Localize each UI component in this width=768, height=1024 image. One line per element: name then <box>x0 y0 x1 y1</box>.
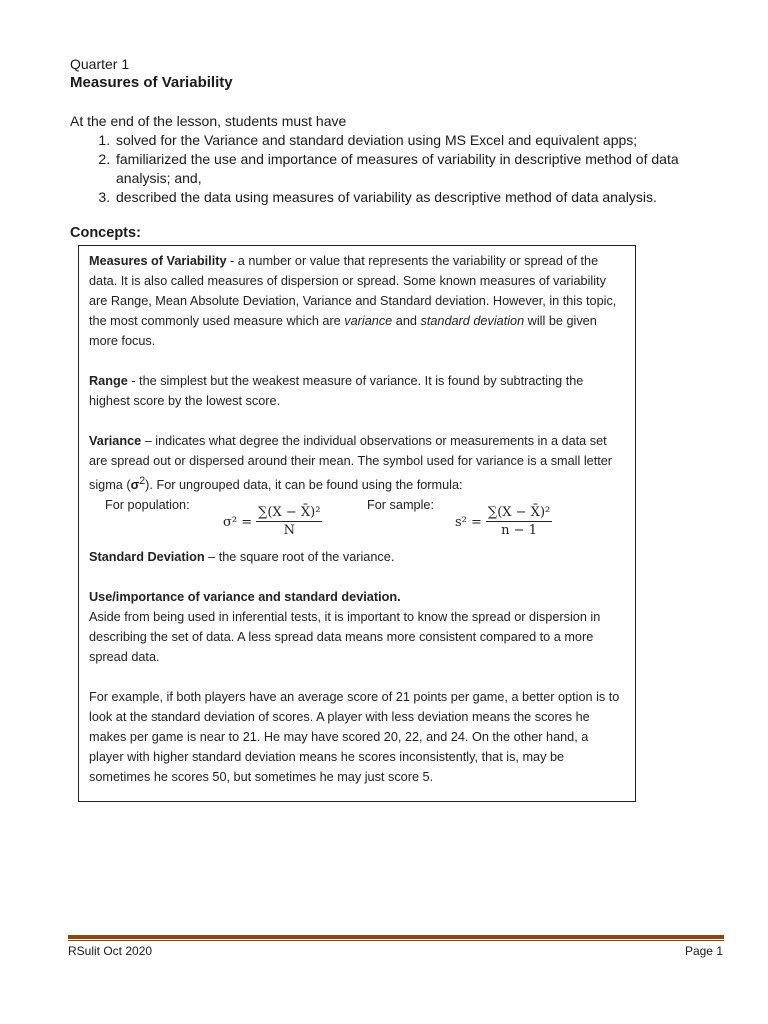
variability-definition <box>89 251 625 351</box>
footer-rule-thin <box>68 940 724 941</box>
variance-formulas <box>89 495 625 539</box>
population-denominator: N <box>283 523 295 539</box>
sample-label: For sample: <box>367 498 434 513</box>
sample-numerator: ∑(X − X̄)² <box>487 505 551 521</box>
footer-author: RSulit Oct 2020 <box>68 944 153 958</box>
variance-emphasis: variance <box>344 314 393 328</box>
sample-formula <box>455 505 552 540</box>
population-numerator: ∑(X − X̄)² <box>258 505 321 521</box>
objectives-section <box>70 112 720 207</box>
std-dev-term: Standard Deviation <box>89 550 205 565</box>
population-lhs: σ² = <box>223 514 253 530</box>
variability-text-and: and <box>392 314 421 328</box>
variability-text: - a number or value that represents the variability or spread of the data. It is also called measures of dispersion or spread. Some known measures of variability are Range, Mean Absolute Deviation, Variance and Standard deviation. However, in this topic, the most commonly used measure which are <box>89 254 617 328</box>
objectives-list <box>70 131 720 207</box>
std-dev-definition <box>89 547 625 567</box>
concepts-heading: Concepts: <box>70 225 141 241</box>
page-header <box>70 55 710 93</box>
population-label: For population: <box>105 498 190 513</box>
objective-item: 1. solved for the Variance and standard deviation using MS Excel and equivalent apps; <box>114 131 720 150</box>
variance-text: – indicates what degree the individual observations or measurements in a data set are spread out or dispersed around their mean. The symbol used for variance is a small letter sigma ( <box>89 434 613 493</box>
sigma-exponent: 2 <box>139 475 146 487</box>
sample-lhs: s² = <box>455 514 482 530</box>
std-dev-text: – the square root of the variance. <box>204 550 395 565</box>
page-number: Page 1 <box>684 944 723 958</box>
range-term: Range <box>89 374 128 388</box>
sample-denominator: n − 1 <box>501 523 537 539</box>
variance-text-end: ). For ungrouped data, it can be found using the formula: <box>145 478 463 493</box>
variability-text-end: will be given more focus. <box>89 314 597 348</box>
objective-item: 3. described the data using measures of variability as descriptive method of data analysis. <box>114 188 720 207</box>
variability-term: Measures of Variability <box>89 254 227 268</box>
importance-paragraph-1: Aside from being used in inferential tests, it is important to know the spread or dispersion in describing the set of data. A less spread data means more consistent compared to a more spread data. <box>89 610 601 665</box>
variance-definition <box>89 431 625 495</box>
importance-heading: Use/importance of variance and standard deviation. <box>89 590 401 605</box>
concepts-box <box>78 245 636 802</box>
population-formula <box>223 505 322 540</box>
importance-paragraph-2: For example, if both players have an average score of 21 points per game, a better option is to look at the standard deviation of scores. A player with less deviation means the scores he makes per game is near to 21. He may have scored 20, 22, and 24. On the other hand, a player with higher standard deviation means he scores inconsistently, that is, may be sometimes he scores 50, but sometimes he may just score 5. <box>89 690 620 785</box>
footer-rule <box>68 935 724 939</box>
range-definition <box>89 371 625 411</box>
sigma-symbol: σ <box>130 478 140 493</box>
objective-item: 2. familiarized the use and importance of measures of variability in descriptive method of data analysis; and, <box>114 150 720 188</box>
range-text: - the simplest but the weakest measure of variance. It is found by subtracting the highest score by the lowest score. <box>89 374 584 408</box>
variance-term: Variance <box>89 434 142 448</box>
objectives-intro: At the end of the lesson, students must have <box>70 113 347 129</box>
std-dev-emphasis: standard deviation <box>420 314 525 328</box>
page-title: Measures of Variability <box>70 74 233 91</box>
quarter-label: Quarter 1 <box>70 56 130 72</box>
